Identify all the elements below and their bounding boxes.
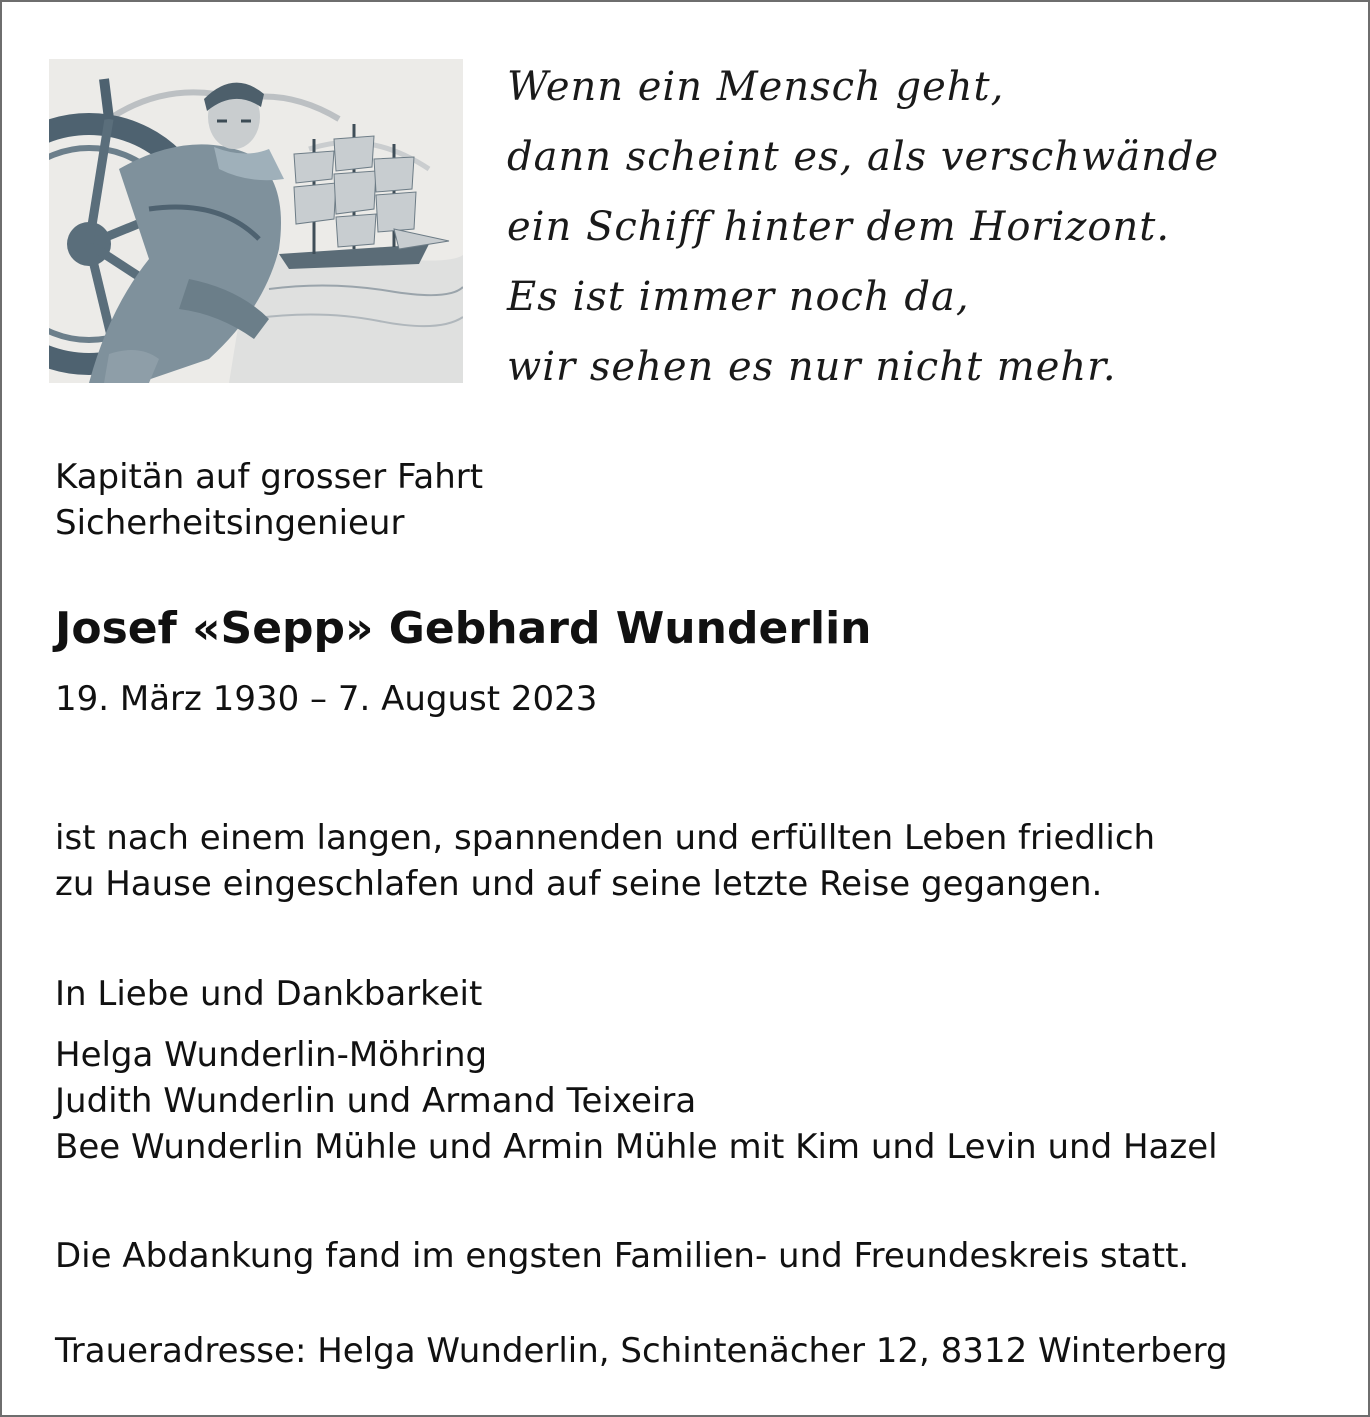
poem-line: wir sehen es nur nicht mehr.	[507, 344, 1117, 390]
announcement-line: zu Hause eingeschlafen und auf seine letzte Reise gegangen.	[55, 864, 1103, 904]
poem-line: ein Schiff hinter dem Horizont.	[507, 204, 1171, 250]
service-note: Die Abdankung fand im engsten Familien- und Freundeskreis statt.	[55, 1236, 1190, 1276]
family-member: Bee Wunderlin Mühle und Armin Mühle mit Kim und Levin und Hazel	[55, 1127, 1218, 1167]
poem-line: Wenn ein Mensch geht,	[507, 64, 1005, 110]
poem-line: dann scheint es, als verschwände	[507, 134, 1220, 180]
announcement-line: ist nach einem langen, spannenden und erfüllten Leben friedlich	[55, 818, 1156, 858]
family-member: Helga Wunderlin-Möhring	[55, 1035, 488, 1075]
family-list	[55, 1032, 1218, 1170]
life-dates: 19. März 1930 – 7. August 2023	[55, 679, 598, 719]
deceased-name: Josef «Sepp» Gebhard Wunderlin	[55, 603, 872, 654]
poem-line: Es ist immer noch da,	[507, 274, 970, 320]
profession-line: Sicherheitsingenieur	[55, 503, 405, 543]
family-member: Judith Wunderlin und Armand Teixeira	[55, 1081, 697, 1121]
announcement-text	[55, 815, 1155, 907]
poem	[507, 52, 1307, 402]
sailor-at-ship-wheel-illustration	[49, 59, 463, 383]
professions	[55, 454, 483, 546]
profession-line: Kapitän auf grosser Fahrt	[55, 457, 484, 497]
mourning-address: Traueradresse: Helga Wunderlin, Schintenächer 12, 8312 Winterberg	[55, 1331, 1228, 1371]
closing-phrase: In Liebe und Dankbarkeit	[55, 974, 483, 1014]
